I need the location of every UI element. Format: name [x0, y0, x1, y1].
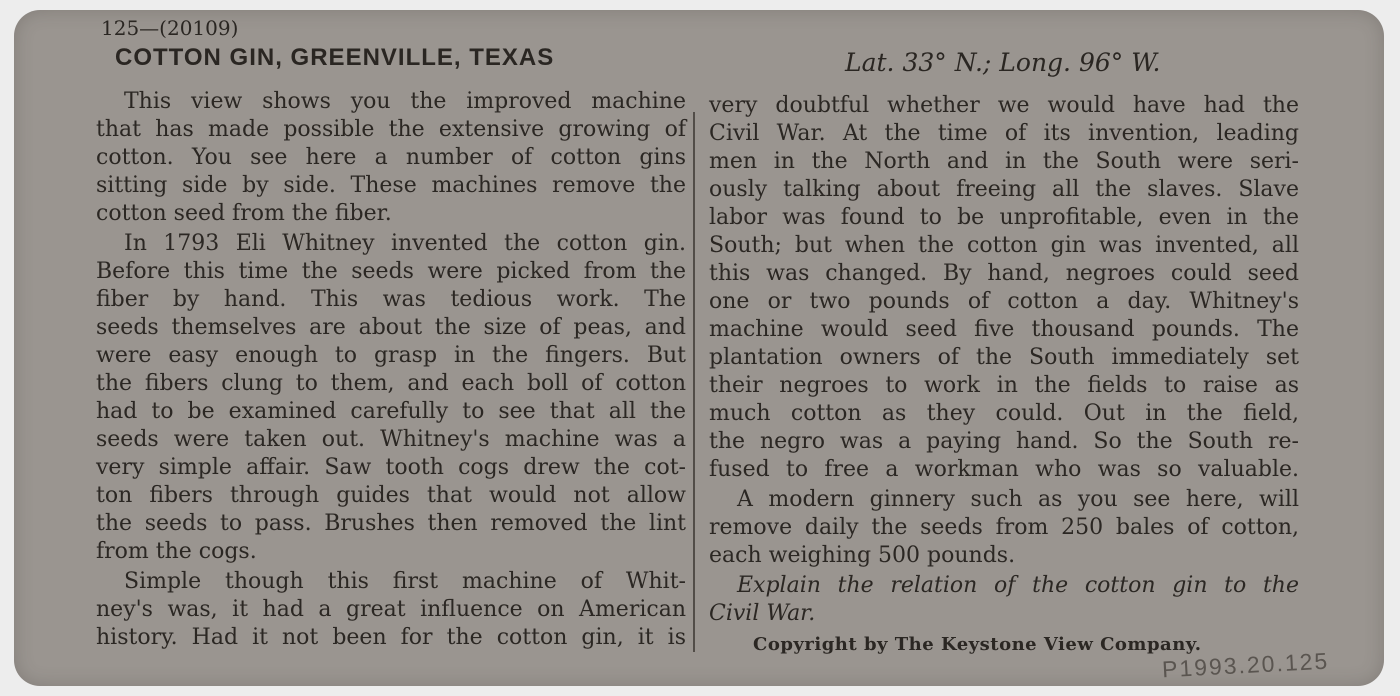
text-line: fiber by hand. This was tedious work. The — [96, 287, 686, 312]
text-line: the seeds to pass. Brushes then removed the lint — [96, 511, 686, 536]
text-line: remove daily the seeds from 250 bales of cotton, — [709, 515, 1299, 540]
text-line: were easy enough to grasp in the fingers. But — [96, 343, 686, 368]
text-line: from the cogs. — [96, 539, 257, 564]
text-line: men in the North and in the South were seri- — [709, 149, 1299, 174]
text-line: machine would seed five thousand pounds. The — [709, 317, 1299, 342]
text-line: This view shows you the improved machine — [124, 89, 686, 114]
text-line: very doubtful whether we would have had the — [709, 93, 1299, 118]
text-line: ney's was, it had a great influence on American — [96, 597, 686, 622]
text-line: ton fibers through guides that would not allow — [96, 483, 686, 508]
copyright-notice: Copyright by The Keystone View Company. — [753, 634, 1202, 655]
text-line: Explain the relation of the cotton gin to the — [737, 573, 1299, 598]
text-line: Civil War. — [709, 601, 816, 626]
text-line: had to be examined carefully to see that all the — [96, 399, 686, 424]
column-divider — [693, 112, 695, 652]
text-line: their negroes to work in the fields to raise as — [709, 373, 1299, 398]
card-number: 125—(20109) — [101, 16, 239, 40]
text-line: the negro was a paying hand. So the South re- — [709, 429, 1299, 454]
text-line: Before this time the seeds were picked from the — [96, 259, 686, 284]
text-line: much cotton as they could. Out in the field, — [709, 401, 1299, 426]
catalog-number: P1993.20.125 — [1161, 647, 1330, 683]
text-line: seeds were taken out. Whitney's machine was a — [96, 427, 686, 452]
text-line: very simple affair. Saw tooth cogs drew the cot- — [96, 455, 686, 480]
text-line: that has made possible the extensive growing of — [96, 117, 686, 142]
text-line: labor was found to be unprofitable, even in the — [709, 205, 1299, 230]
text-line: In 1793 Eli Whitney invented the cotton gin. — [124, 231, 686, 256]
card-title: COTTON GIN, GREENVILLE, TEXAS — [115, 44, 555, 71]
text-line: seeds themselves are about the size of peas, and — [96, 315, 686, 340]
text-line: Civil War. At the time of its invention, leading — [709, 121, 1299, 146]
text-line: each weighing 500 pounds. — [709, 543, 1016, 568]
text-line: Simple though this first machine of Whit- — [124, 569, 686, 594]
text-line: the fibers clung to them, and each boll of cotton — [96, 371, 686, 396]
text-line: history. Had it not been for the cotton gin, it is — [96, 625, 686, 650]
text-line: A modern ginnery such as you see here, will — [737, 487, 1299, 512]
text-line: South; but when the cotton gin was invented, all — [709, 233, 1299, 258]
text-line: one or two pounds of cotton a day. Whitney's — [709, 289, 1299, 314]
text-line: cotton seed from the fiber. — [96, 201, 392, 226]
coordinates: Lat. 33° N.; Long. 96° W. — [845, 48, 1161, 77]
text-line: fused to free a workman who was so valuable. — [709, 457, 1299, 482]
text-line: ously talking about freeing all the slaves. Slave — [709, 177, 1299, 202]
text-line: sitting side by side. These machines remove the — [96, 173, 686, 198]
text-line: cotton. You see here a number of cotton gins — [96, 145, 686, 170]
text-line: this was changed. By hand, negroes could seed — [709, 261, 1299, 286]
text-line: plantation owners of the South immediately set — [709, 345, 1299, 370]
